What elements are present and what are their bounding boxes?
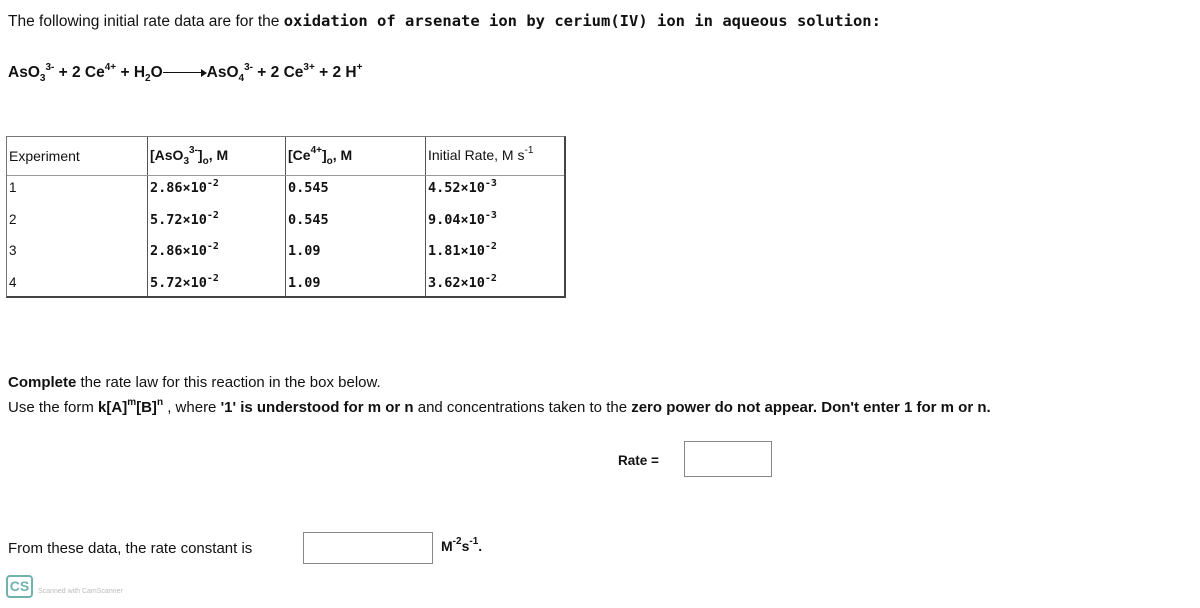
cell-experiment: 2: [9, 212, 17, 227]
reactant-water: + H: [116, 64, 146, 81]
reactant-cerium-charge: 4+: [104, 61, 117, 73]
product-cerium-charge: 3+: [303, 61, 315, 73]
units-period: .: [478, 538, 483, 554]
rate-constant-label: From these data, the rate constant is: [8, 540, 253, 557]
header-ce-tail: ]: [321, 147, 327, 163]
cell-ce: 0.545: [288, 180, 329, 196]
product-arsenate: AsO: [206, 64, 239, 81]
cell-aso3: [150, 209, 219, 228]
header-aso3-tail: ]: [197, 147, 203, 163]
cell-rate-mantissa: 4.52×10: [428, 180, 485, 196]
header-aso3-concentration: [150, 145, 229, 167]
cell-rate-exponent: -3: [484, 209, 497, 221]
rate-constant-units: [441, 538, 482, 554]
cell-rate-mantissa: 9.04×10: [428, 212, 485, 228]
cell-ce: 0.545: [288, 212, 329, 228]
form-note: '1' is understood for m or n: [220, 399, 414, 416]
reactant-cerium: + 2 Ce: [54, 64, 105, 81]
reactant-arsenite: AsO: [8, 64, 40, 81]
header-aso3-base: [AsO: [150, 147, 184, 163]
cell-experiment: 3: [9, 243, 17, 258]
header-ce-sup: 4+: [310, 145, 322, 157]
rate-label: Rate =: [618, 453, 659, 468]
form-k: k[A]: [98, 399, 128, 416]
units-m-exponent: -2: [452, 536, 462, 548]
intro-text: [8, 12, 881, 31]
cell-aso3-exponent: -2: [206, 240, 219, 252]
cell-rate: [428, 177, 497, 196]
header-aso3-initial: o: [202, 155, 209, 167]
camscanner-logo-icon: CS: [6, 575, 33, 598]
cell-rate-mantissa: 3.62×10: [428, 275, 485, 291]
header-rate-label: Initial Rate, M s: [428, 147, 525, 163]
complete-instruction: [8, 374, 381, 391]
units-m: M: [441, 538, 453, 554]
chemical-equation: [8, 61, 363, 85]
cell-rate-exponent: -3: [484, 177, 497, 189]
rate-data-table: [6, 136, 566, 298]
header-ce-base: [Ce: [288, 147, 311, 163]
reaction-name: oxidation of arsenate ion by cerium(IV) ion in aqueous solution:: [283, 12, 881, 30]
product-proton: + 2 H: [314, 64, 357, 81]
form-b: [B]: [136, 399, 157, 416]
form-zero: zero power do not appear. Don't enter 1 for m or n.: [631, 399, 991, 416]
product-arsenate-subscript: 4: [238, 73, 245, 85]
header-experiment: Experiment: [9, 148, 80, 164]
cell-aso3-mantissa: 2.86×10: [150, 180, 207, 196]
form-prefix: Use the form: [8, 399, 99, 416]
cell-rate-exponent: -2: [484, 240, 497, 252]
form-mid: and concentrations taken to the: [413, 399, 632, 416]
cell-ce: 1.09: [288, 243, 321, 259]
cell-aso3-exponent: -2: [206, 272, 219, 284]
product-proton-charge: +: [356, 61, 363, 73]
reactant-arsenite-charge: 3-: [45, 61, 55, 73]
reactant-water-tail: O: [150, 64, 163, 81]
header-aso3-sub: 3: [183, 155, 190, 167]
cell-aso3-exponent: -2: [206, 177, 219, 189]
column-divider: [147, 137, 148, 296]
cell-aso3-exponent: -2: [206, 209, 219, 221]
header-ce-unit: , M: [332, 147, 353, 163]
header-aso3-unit: , M: [208, 147, 229, 163]
cell-aso3: [150, 240, 219, 259]
product-arsenate-charge: 3-: [244, 61, 253, 73]
cell-aso3: [150, 177, 219, 196]
cell-aso3-mantissa: 5.72×10: [150, 275, 207, 291]
product-cerium: + 2 Ce: [252, 64, 304, 81]
form-m: m: [127, 397, 137, 408]
cell-rate: [428, 240, 497, 259]
cell-aso3-mantissa: 5.72×10: [150, 212, 207, 228]
form-comma: , where: [163, 399, 221, 416]
complete-rest: the rate law for this reaction in the box below.: [76, 374, 381, 391]
reactant-water-subscript: 2: [145, 73, 151, 85]
cell-rate: [428, 272, 497, 291]
cell-experiment: 4: [9, 275, 17, 290]
rate-law-form-instruction: [8, 399, 991, 416]
column-divider: [425, 137, 426, 296]
cell-rate-exponent: -2: [484, 272, 497, 284]
form-n: n: [156, 397, 164, 408]
reactant-arsenite-subscript: 3: [39, 73, 46, 85]
units-s: s: [461, 538, 470, 554]
header-initial-rate: [428, 147, 533, 163]
header-divider: [7, 175, 564, 176]
rate-law-input[interactable]: [684, 441, 772, 477]
cell-rate: [428, 209, 497, 228]
header-ce-concentration: [288, 145, 353, 167]
cell-aso3: [150, 272, 219, 291]
cell-experiment: 1: [9, 180, 17, 195]
column-divider: [285, 137, 286, 296]
intro-prefix: The following initial rate data are for the: [8, 13, 284, 30]
cell-ce: 1.09: [288, 275, 321, 291]
units-s-exponent: -1: [469, 536, 479, 548]
complete-bold-word: Complete: [8, 374, 77, 391]
cell-rate-mantissa: 1.81×10: [428, 243, 485, 259]
reaction-arrow-icon: [163, 68, 207, 78]
rate-constant-input[interactable]: [303, 532, 433, 564]
header-rate-sup: -1: [524, 145, 534, 157]
header-ce-initial: o: [326, 155, 333, 167]
cell-aso3-mantissa: 2.86×10: [150, 243, 207, 259]
header-aso3-sup: 3-: [189, 145, 198, 157]
camscanner-text: Scanned with CamScanner: [38, 588, 123, 595]
